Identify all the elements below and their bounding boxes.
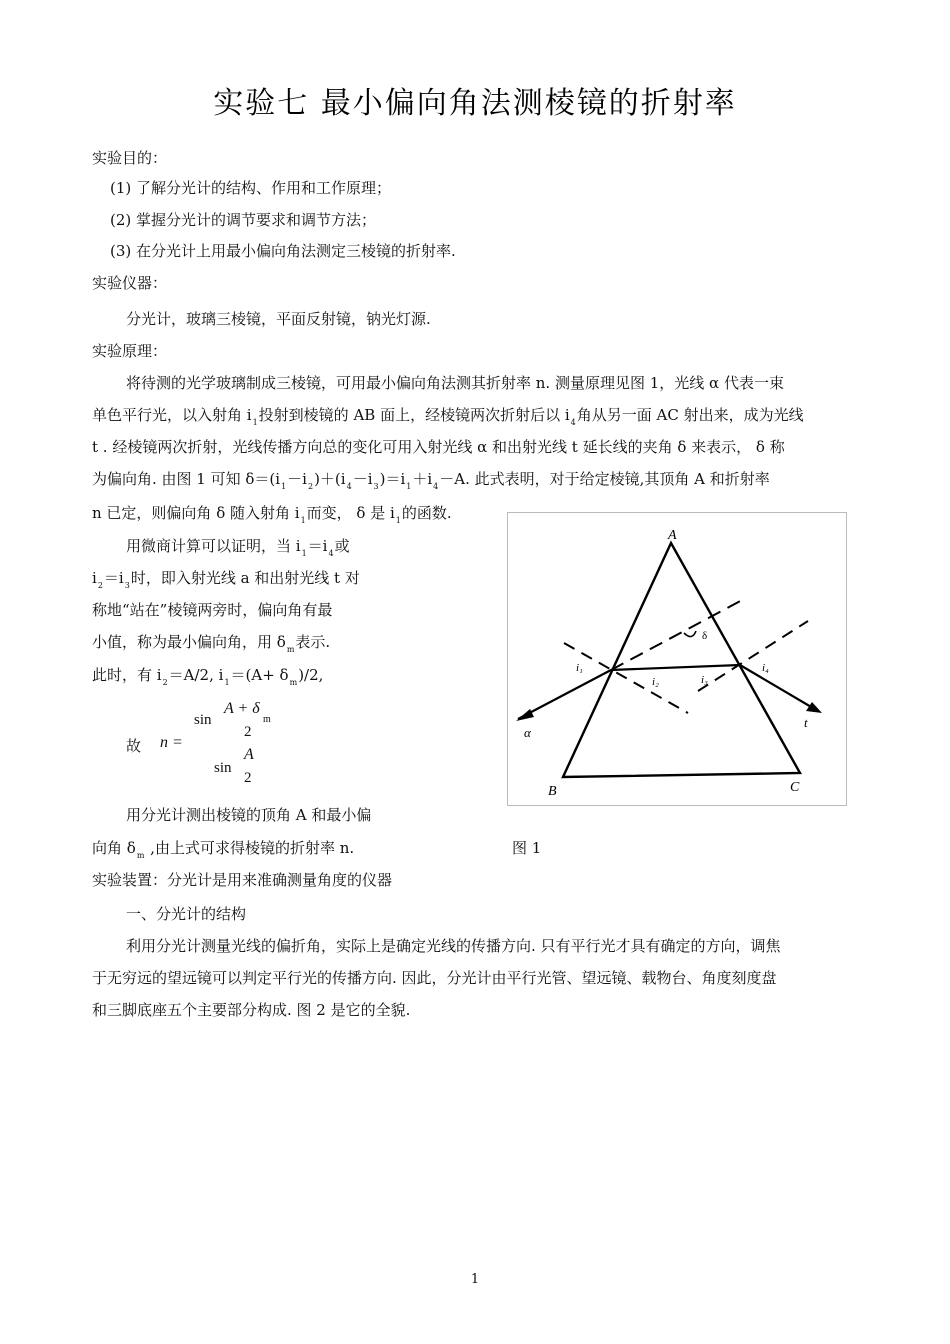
apparatus-line: 于无穷远的望远镜可以判定平行光的传播方向. 因此，分光计由平行光管、望远镜、载物台、角度刻度盘 <box>92 969 777 987</box>
prism-outline <box>563 543 800 777</box>
apparatus-line: 和三脚底座五个主要部分构成. 图 2 是它的全貌. <box>92 1001 411 1019</box>
delta-angle-arc <box>684 631 696 637</box>
instruments-text: 分光计，玻璃三棱镜，平面反射镜，钠光灯源. <box>126 310 431 328</box>
normal-ac <box>698 621 808 691</box>
principle-line: 用分光计测出棱镜的顶角 A 和最小偏 <box>126 806 372 824</box>
apparatus-line: 利用分光计测量光线的偏折角，实际上是确定光线的传播方向. 只有平行光才具有确定的方向，调焦 <box>126 937 781 955</box>
purpose-heading: 实验目的： <box>92 149 168 167</box>
angle-i2-label: i₂ <box>652 676 659 688</box>
angle-i1-label: i₁ <box>576 662 583 674</box>
figure-caption: 图 1 <box>512 839 542 857</box>
delta-label: δ <box>702 630 708 642</box>
incident-ray <box>518 670 611 719</box>
angle-i3-label: i₃ <box>701 674 708 686</box>
instruments-heading: 实验仪器： <box>92 274 168 292</box>
formula-num-sin: sin <box>194 712 212 728</box>
inner-ray <box>611 665 740 670</box>
figure-1 <box>507 512 847 806</box>
emergent-arrow-icon <box>806 702 822 713</box>
formula-den-two: 2 <box>244 770 252 786</box>
principle-line: $i_2=i_3$时，即入射光线 a 和出射光线 t 对 <box>92 569 360 590</box>
principle-line: 称地“站在”棱镜两旁时，偏向角有最 <box>92 601 333 619</box>
principle-line: 将待测的光学玻璃制成三棱镜，可用最小偏向角法测其折射率 n. 测量原理见图 1，光线 α 代表一束 <box>126 374 784 392</box>
formula-gu: 故 <box>126 737 142 755</box>
formula-den-top: A <box>244 746 254 763</box>
purpose-item: (1) 了解分光计的结构、作用和工作原理； <box>110 179 392 197</box>
vertex-a-label: A <box>668 528 677 543</box>
principle-line: 用微商计算可以证明，当 $i_1=i_4$或 <box>126 537 350 558</box>
formula-num-two: 2 <box>244 724 252 740</box>
principle-line: n 已定，则偏向角 δ 随入射角 $i_1$而变， δ 是 $i_1$的函数. <box>92 504 452 525</box>
principle-line: 单色平行光，以入射角 $i_1$投射到棱镜的 AB 面上，经棱镜两次折射后以 $i_4$角从另一面 AC 射出来，成为光线 <box>92 406 804 427</box>
prism-diagram <box>508 513 846 805</box>
vertex-c-label: C <box>790 780 800 795</box>
purpose-item: (3) 在分光计上用最小偏向角法测定三棱镜的折射率. <box>110 242 456 260</box>
principle-line: 此时，有 $i_2=A/2$, $i_1=(A+ \delta_m)/2$, <box>92 666 324 687</box>
purpose-item: (2) 掌握分光计的调节要求和调节方法； <box>110 211 377 229</box>
apparatus-subheading: 一、分光计的结构 <box>126 905 247 923</box>
ray-alpha-label: α <box>524 725 531 740</box>
formula-lhs: n = <box>160 734 183 751</box>
principle-heading: 实验原理： <box>92 342 168 360</box>
principle-line: t . 经棱镜两次折射，光线传播方向总的变化可用入射光线 α 和出射光线 t 延长线的夹角 δ 来表示， δ 称 <box>92 438 785 456</box>
principle-line: 为偏向角. 由图 1 可知 $\delta=(i_1-i_2)+(i_4-i_3)=i_1+i_4-A$. 此式表明，对于给定棱镜,其顶角 A 和折射率 <box>92 470 770 491</box>
page-title: 实验七 最小偏向角法测棱镜的折射率 <box>213 86 737 121</box>
incident-extension <box>611 598 746 670</box>
vertex-b-label: B <box>548 784 557 799</box>
formula-num-sub: m <box>263 714 271 725</box>
formula-num-top: A + δ <box>224 700 260 717</box>
page-number: 1 <box>470 1272 480 1287</box>
principle-line: 小值，称为最小偏向角，用 $\delta_m$表示. <box>92 633 331 654</box>
ray-t-label: t <box>804 715 808 730</box>
normal-ab <box>564 643 688 713</box>
angle-i4-label: i₄ <box>762 662 769 674</box>
refraction-formula <box>120 696 300 792</box>
apparatus-heading: 实验装置：分光计是用来准确测量角度的仪器 <box>92 871 393 889</box>
formula-den-sin: sin <box>214 760 232 776</box>
principle-line: 向角 $\delta_m$ ,由上式可求得棱镜的折射率 n. <box>92 839 355 860</box>
